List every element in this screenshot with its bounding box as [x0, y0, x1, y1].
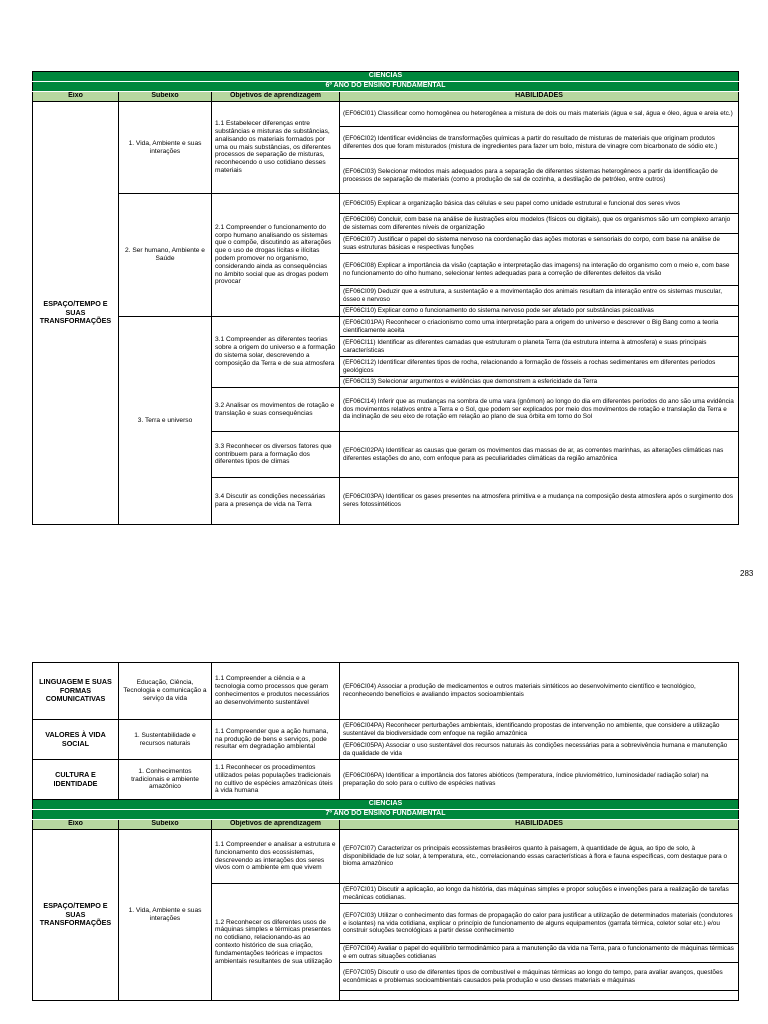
habilidade-cell: (EF06CI08) Explicar a importância da visão (captação e interpretação das imagens) na interação do organismo com o meio e, com base no funcionamento do olho humano, selecionar lentes adequadas para a correção de diferentes defeitos da visão	[340, 254, 739, 286]
curriculum-table-6th-grade	[32, 71, 739, 525]
objetivo-cell: 1.1 Estabelecer diferenças entre substâncias e misturas de substâncias, analisando os materiais formados por uma ou mais substâncias, os diferentes processos de separação de misturas, reconhecendo o uso cotidiano desses materiais	[212, 102, 340, 194]
objetivo-cell: 1.1 Compreender que a ação humana, na produção de bens e serviços, pode resultar em degradação ambiental	[212, 720, 340, 760]
eixo-cell: CULTURA E IDENTIDADE	[33, 760, 119, 800]
subeixo-cell: 1. Vida, Ambiente e suas interações	[119, 102, 212, 194]
habilidade-cell: (EF06CI05PA) Associar o uso sustentável dos recursos naturais às condições necessárias para a sobrevivência humana e manutenção da qualidade de vida	[340, 740, 739, 760]
objetivo-cell: 1.1 Reconhecer os procedimentos utilizados pelas populações tradicionais no cultivo de espécies amazônicas úteis à vida humana	[212, 760, 340, 800]
eixo-cell: ESPAÇO/TEMPO E SUAS TRANSFORMAÇÕES	[33, 830, 119, 1001]
habilidade-cell: (EF06CI02PA) Identificar as causas que geram os movimentos das massas de ar, as correntes marinhas, as alterações climáticas nas diferentes estações do ano, com enfoque para as peculiaridades climáticas da região amazônica	[340, 432, 739, 478]
objetivo-cell: 3.4 Discutir as condições necessárias para a presença de vida na Terra	[212, 478, 340, 525]
header-subeixo: Subeixo	[119, 820, 212, 830]
objetivo-cell: 3.3 Reconhecer os diversos fatores que contribuem para a formação dos diferentes tipos de climas	[212, 432, 340, 478]
habilidade-cell: (EF06CI03PA) Identificar os gases presentes na atmosfera primitiva e a mudança na composição desta atmosfera após o surgimento dos seres fotossintéticos	[340, 478, 739, 525]
header-objetivos: Objetivos de aprendizagem	[212, 820, 340, 830]
page-number: 283	[740, 569, 754, 578]
habilidade-cell: (EF07CI07) Caracterizar os principais ecossistemas brasileiros quanto à paisagem, à quantidade de água, ao tipo de solo, à disponibilidade de luz solar, à temperatura, etc., correlacionando essas características à flora e fauna específicas, com destaque para o bioma amazônico	[340, 830, 739, 884]
objetivo-cell: 1.1 Compreender a ciência e a tecnologia como processos que geram conhecimentos e produtos necessários ao desenvolvimento sustentável	[212, 663, 340, 720]
objetivo-cell: 3.1 Compreender as diferentes teorias sobre a origem do universo e a formação do sistema solar, descrevendo a composição da Terra e de sua atmosfera	[212, 317, 340, 388]
subeixo-cell: Educação, Ciência, Tecnologia e comunicação a serviço da vida	[119, 663, 212, 720]
table-banner-grade: 6º ANO DO ENSINO FUNDAMENTAL	[33, 82, 739, 92]
habilidade-cell: (EF06CI04PA) Reconhecer perturbações ambientais, identificando propostas de intervenção no ambiente, que considere a utilização sustentável da biodiversidade com enfoque na região amazônica	[340, 720, 739, 740]
habilidade-cell: (EF06CI05) Explicar a organização básica das células e seu papel como unidade estrutural e funcional dos seres vivos	[340, 194, 739, 214]
subeixo-cell: 1. Vida, Ambiente e suas interações	[119, 830, 212, 1001]
habilidade-cell: (EF06CI03) Selecionar métodos mais adequados para a separação de diferentes sistemas heterogêneos a partir da identificação de processos de separação de materiais (como a produção de sal de cozinha, a destilação de petróleo, entre outros)	[340, 159, 739, 194]
objetivo-cell: 3.2 Analisar os movimentos de rotação e translação e suas consequências	[212, 388, 340, 432]
habilidade-cell: (EF06CI01PA) Reconhecer o criacionismo como uma interpretação para a origem do universo e descrever o Big Bang como a teoria cientificamente aceita	[340, 317, 739, 337]
header-eixo: Eixo	[33, 820, 119, 830]
objetivo-cell: 2.1 Compreender o funcionamento do corpo humano analisando os sistemas que o compõe, discutindo as alterações que o uso de drogas lícitas e ilícitas podem promover no organismo, considerando ainda as consequências no âmbito social que as drogas podem provocar	[212, 194, 340, 317]
habilidade-cell: (EF06CI12) Identificar diferentes tipos de rocha, relacionando a formação de fósseis a rochas sedimentares em diferentes períodos geológicos	[340, 357, 739, 377]
habilidade-cell: (EF06CI02) Identificar evidências de transformações químicas a partir do resultado de misturas de materiais que originam produtos diferentes dos que foram misturados (mistura de ingredientes para fazer um bolo, mistura de vinagre com bicarbonato de sódio etc.)	[340, 127, 739, 159]
habilidade-cell: (EF07CI01) Discutir a aplicação, ao longo da história, das máquinas simples e propor soluções e invenções para a realização de tarefas mecânicas cotidianas.	[340, 884, 739, 904]
eixo-cell: ESPAÇO/TEMPO E SUAS TRANSFORMAÇÕES	[33, 102, 119, 525]
habilidade-cell: (EF06CI01) Classificar como homogênea ou heterogênea a mistura de dois ou mais materiais (água e sal, água e óleo, água e areia etc.)	[340, 102, 739, 127]
habilidade-cell: (EF06CI06) Concluir, com base na análise de ilustrações e/ou modelos (físicos ou digitais), que os organismos são um complexo arranjo de sistemas com diferentes níveis de organização	[340, 214, 739, 234]
subeixo-cell: 1. Sustentabilidade e recursos naturais	[119, 720, 212, 760]
habilidade-cell: (EF07CI03) Utilizar o conhecimento das formas de propagação do calor para justificar a utilização de determinados materiais (condutores e isolantes) na vida cotidiana, explicar o princípio de funcionamento de alguns equipamentos (garrafa térmica, coletor solar etc.) e/ou construir soluções tecnológicas a partir desse conhecimento	[340, 904, 739, 944]
habilidade-cell: (EF06CI14) Inferir que as mudanças na sombra de uma vara (gnômon) ao longo do dia em diferentes períodos do ano são uma evidência dos movimentos relativos entre a Terra e o Sol, que podem ser explicados por meio dos movimentos de rotação e translação da Terra e da inclinação de seu eixo de rotação em relação ao plano de sua órbita em torno do Sol	[340, 388, 739, 432]
table-banner-grade: 7º ANO DO ENSINO FUNDAMENTAL	[33, 810, 739, 820]
objetivo-cell: 1.1 Compreender e analisar a estrutura e funcionamento dos ecossistemas, descrevendo as interações dos seres vivos com o ambiente em que vivem	[212, 830, 340, 884]
subeixo-cell: 2. Ser humano, Ambiente e Saúde	[119, 194, 212, 317]
header-eixo: Eixo	[33, 92, 119, 102]
habilidade-cell: (EF06CI13) Selecionar argumentos e evidências que demonstrem a esfericidade da Terra	[340, 377, 739, 388]
curriculum-table-6th-grade-continued	[32, 662, 739, 1001]
table-banner-title: CIENCIAS	[33, 800, 739, 810]
subeixo-cell: 3. Terra e universo	[119, 317, 212, 525]
subeixo-cell: 1. Conhecimentos tradicionais e ambiente amazônico	[119, 760, 212, 800]
header-subeixo: Subeixo	[119, 92, 212, 102]
eixo-cell: VALORES À VIDA SOCIAL	[33, 720, 119, 760]
objetivo-cell: 1.2 Reconhecer os diferentes usos de máquinas simples e térmicas presentes no cotidiano, relacionando-as ao contexto histórico de sua criação, fundamentações teóricas e impactos ambientais resultantes de sua utilização	[212, 884, 340, 1001]
habilidade-cell: (EF07CI05) Discutir o uso de diferentes tipos de combustível e máquinas térmicas ao longo do tempo, para avaliar avanços, questões econômicas e problemas socioambientais causados pela produção e uso desses materiais e máquinas	[340, 963, 739, 991]
habilidade-cell: (EF06CI06PA) Identificar a importância dos fatores abióticos (temperatura, índice pluviométrico, luminosidade/ radiação solar) na preparação do solo para o cultivo de espécies nativas	[340, 760, 739, 800]
habilidade-cell: (EF06CI10) Explicar como o funcionamento do sistema nervoso pode ser afetado por substâncias psicoativas	[340, 306, 739, 317]
header-habilidades: HABILIDADES	[340, 92, 739, 102]
habilidade-cell	[340, 991, 739, 1001]
header-objetivos: Objetivos de aprendizagem	[212, 92, 340, 102]
habilidade-cell: (EF06CI11) Identificar as diferentes camadas que estruturam o planeta Terra (da estrutura interna à atmosfera) e suas principais características	[340, 337, 739, 357]
eixo-cell: LINGUAGEM E SUAS FORMAS COMUNICATIVAS	[33, 663, 119, 720]
habilidade-cell: (EF07CI04) Avaliar o papel do equilíbrio termodinâmico para a manutenção da vida na Terra, para o funcionamento de máquinas térmicas e em outras situações cotidianas	[340, 944, 739, 963]
habilidade-cell: (EF06CI07) Justificar o papel do sistema nervoso na coordenação das ações motoras e sensoriais do corpo, com base na análise de suas estruturas básicas e respectivas funções	[340, 234, 739, 254]
table-banner-title: CIENCIAS	[33, 72, 739, 82]
habilidade-cell: (EF06CI09) Deduzir que a estrutura, a sustentação e a movimentação dos animais resultam da interação entre os sistemas muscular, ósseo e nervoso	[340, 286, 739, 306]
habilidade-cell: (EF06CI04) Associar a produção de medicamentos e outros materiais sintéticos ao desenvolvimento científico e tecnológico, reconhecendo benefícios e avaliando impactos socioambientais	[340, 663, 739, 720]
header-habilidades: HABILIDADES	[340, 820, 739, 830]
